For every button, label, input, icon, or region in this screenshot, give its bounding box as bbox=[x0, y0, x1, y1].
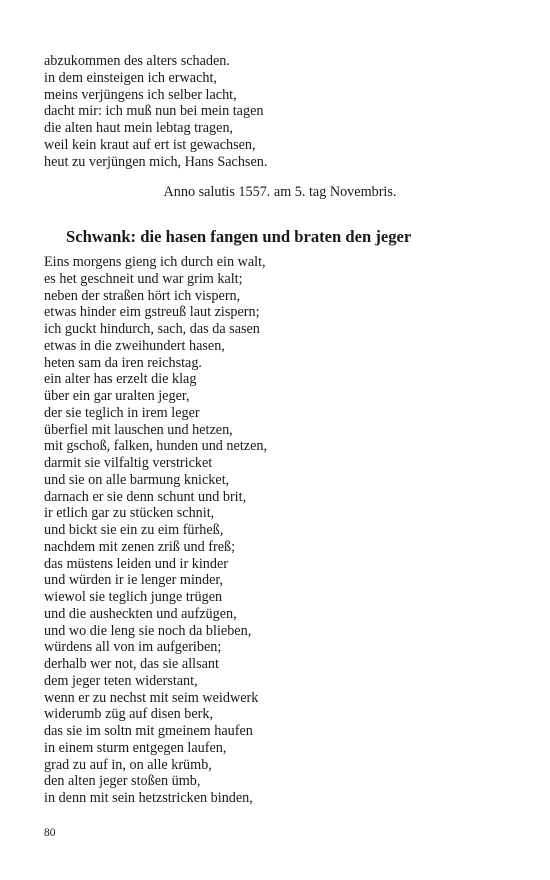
verse-line: Eins morgens gieng ich durch ein walt, bbox=[44, 254, 266, 270]
verse-line: ich guckt hindurch, sach, das da sasen bbox=[44, 321, 260, 337]
verse-line: nachdem mit zenen zriß und freß; bbox=[44, 538, 236, 555]
verse-line: die alten haut mein lebtag tragen, bbox=[44, 120, 234, 136]
verse-line: in einem sturm entgegen laufen, bbox=[44, 739, 227, 756]
verse-line: etwas in die zweihundert hasen, bbox=[44, 337, 225, 354]
verse-line: das müstens leiden und ir kinder bbox=[44, 555, 229, 572]
verse-line: ein alter has erzelt die klag bbox=[44, 371, 197, 388]
verse-line: darmit sie vilfaltig verstricket bbox=[44, 455, 213, 471]
verse-line: und wo die leng sie noch da blieben, bbox=[44, 622, 252, 639]
verse-line: es het geschneit und war grim kalt; bbox=[44, 270, 243, 287]
verse-line: heut zu verjüngen mich, Hans Sachsen. bbox=[44, 153, 268, 170]
verse-line: das sie im soltn mit gmeinem haufen bbox=[44, 723, 253, 739]
verse-line: abzukommen des alters schaden. bbox=[44, 53, 230, 69]
verse-line: der sie teglich in irem leger bbox=[44, 404, 200, 421]
verse-line: meins verjüngens ich selber lacht, bbox=[44, 86, 237, 103]
verse-line: dacht mir: ich muß nun bei mein tagen bbox=[44, 103, 264, 120]
dateline-text: Anno salutis 1557. am 5. tag Novembris. bbox=[163, 184, 397, 200]
verse-line: ir etlich gar zu stücken schnit, bbox=[44, 505, 215, 522]
verse-line: etwas hinder eim gstreuß laut zispern; bbox=[44, 304, 260, 321]
verse-line: den alten jeger stoßen ümb, bbox=[44, 773, 201, 790]
previous-poem-ending bbox=[44, 53, 267, 170]
verse-line: in dem einsteigen ich erwacht, bbox=[44, 69, 217, 86]
verse-line: wenn er zu nechst mit seim weidwerk bbox=[44, 689, 259, 706]
verse-line: und die ausheckten und aufzügen, bbox=[44, 605, 237, 622]
dateline bbox=[0, 184, 550, 201]
verse-line: überfiel mit lauschen und hetzen, bbox=[44, 421, 233, 438]
verse-line: darnach er sie denn schunt und brit, bbox=[44, 488, 247, 505]
verse-line: widerumb züg auf disen berk, bbox=[44, 706, 214, 723]
verse-line: mit gschoß, falken, hunden und netzen, bbox=[44, 438, 268, 455]
poem-verse bbox=[44, 254, 267, 807]
verse-line: und bickt sie ein zu eim fürheß, bbox=[44, 522, 224, 538]
verse-line: dem jeger teten widerstant, bbox=[44, 672, 198, 689]
verse-line: würdens all von im aufgeriben; bbox=[44, 639, 222, 656]
verse-line: wiewol sie teglich junge trügen bbox=[44, 589, 223, 605]
verse-line: grad zu auf in, on alle krümb, bbox=[44, 756, 212, 773]
poem-title: Schwank: die hasen fangen und braten den jeger bbox=[66, 227, 412, 246]
verse-line: heten sam da iren reichstag. bbox=[44, 354, 202, 371]
verse-line: in denn mit sein hetzstricken binden, bbox=[44, 790, 253, 806]
verse-line: weil kein kraut auf ert ist gewachsen, bbox=[44, 136, 256, 153]
verse-line: und sie on alle barmung knicket, bbox=[44, 471, 230, 488]
verse-line: derhalb wer not, das sie allsant bbox=[44, 656, 219, 672]
verse-line: und würden ir ie lenger minder, bbox=[44, 572, 224, 589]
verse-line: neben der straßen hört ich vispern, bbox=[44, 287, 241, 304]
verse-line: über ein gar uralten jeger, bbox=[44, 388, 190, 404]
page-number: 80 bbox=[44, 827, 56, 839]
